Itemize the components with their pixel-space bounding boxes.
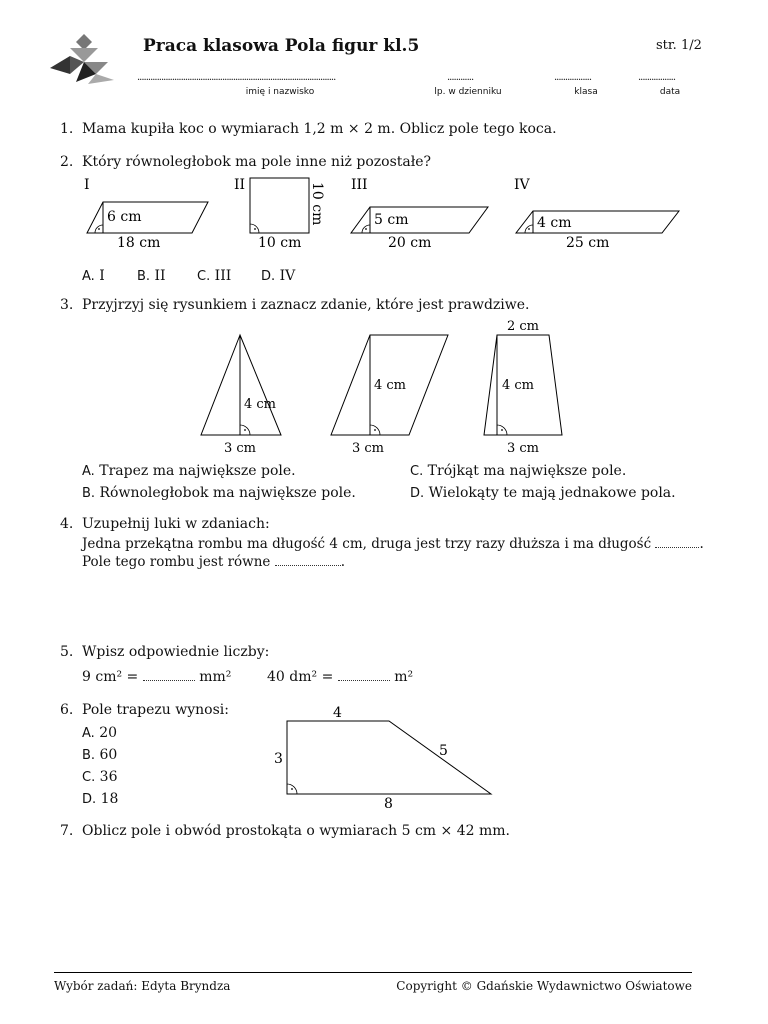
question-4: 4. Uzupełnij luki w zdaniach:: [60, 516, 270, 532]
trapezoid-left-side-label: 3: [274, 751, 283, 767]
q6-answer-a[interactable]: A. 20: [82, 725, 118, 741]
journal-number-field[interactable]: ............: [447, 72, 474, 83]
q3-answer-c[interactable]: C. Trójkąt ma największe pole.: [410, 463, 627, 479]
figure-II-label: II: [234, 177, 246, 193]
footer-copyright: Copyright © Gdańskie Wydawnictwo Oświatowe: [396, 979, 692, 993]
tangram-logo-icon: [48, 30, 118, 88]
figure-I-base-label: 18 cm: [117, 235, 161, 251]
parallelogram-base-label: 3 cm: [352, 441, 385, 456]
q6-answer-d[interactable]: D. 18: [82, 791, 119, 807]
page-title: Praca klasowa Pola figur kl.5: [143, 36, 420, 56]
triangle-height-label: 4 cm: [244, 397, 277, 412]
question-2-text: Który równoległobok ma pole inne niż pozostałe?: [82, 154, 432, 170]
question-5-text: Wpisz odpowiednie liczby:: [82, 644, 270, 660]
figure-II-height-label: 10 cm: [309, 182, 325, 226]
figure-IV-label: IV: [514, 177, 530, 193]
question-2: 2. Który równoległobok ma pole inne niż pozostałe?: [60, 154, 432, 170]
question-1: 1. Mama kupiła koc o wymiarach 1,2 m × 2 m. Oblicz pole tego koca.: [60, 121, 557, 137]
name-field-label: imię i nazwisko: [245, 87, 315, 97]
question-3-text: Przyjrzyj się rysunkiem i zaznacz zdanie, które jest prawdziwe.: [82, 297, 530, 313]
footer-divider: [54, 972, 692, 973]
question-1-text: Mama kupiła koc o wymiarach 1,2 m × 2 m. Oblicz pole tego koca.: [82, 121, 557, 137]
trapezoid-height-label: 4 cm: [502, 378, 535, 393]
trapezoid-top-label: 2 cm: [507, 319, 540, 334]
q6-trapezoid-figure: [260, 700, 510, 812]
q2-answer-a[interactable]: A. I: [82, 268, 105, 284]
triangle-base-label: 3 cm: [224, 441, 257, 456]
q3-answer-b[interactable]: B. Równoległobok ma największe pole.: [82, 485, 356, 501]
question-5: 5. Wpisz odpowiednie liczby:: [60, 644, 270, 660]
trapezoid-base-label: 3 cm: [507, 441, 540, 456]
q2-answer-b[interactable]: B. II: [137, 268, 166, 284]
q5-blank-1[interactable]: [143, 668, 195, 681]
class-field[interactable]: .................: [554, 72, 592, 83]
q6-answer-c[interactable]: C. 36: [82, 769, 118, 785]
trapezoid-slant-side-label: 5: [439, 743, 448, 759]
figure-II-base-label: 10 cm: [258, 235, 302, 251]
q2-answer-c[interactable]: C. III: [197, 268, 232, 284]
question-3: 3. Przyjrzyj się rysunkiem i zaznacz zdanie, które jest prawdziwe.: [60, 297, 530, 313]
figure-IV-height-label: 4 cm: [537, 215, 572, 231]
figure-III-label: III: [351, 177, 368, 193]
figure-IV-base-label: 25 cm: [566, 235, 610, 251]
name-field[interactable]: ...........................................................................................: [137, 72, 336, 83]
journal-field-label: lp. w dzienniku: [434, 87, 502, 97]
question-7-text: Oblicz pole i obwód prostokąta o wymiarach 5 cm × 42 mm.: [82, 823, 510, 839]
q3-answer-d[interactable]: D. Wielokąty te mają jednakowe pola.: [410, 485, 676, 501]
question-6: 6. Pole trapezu wynosi:: [60, 702, 229, 718]
date-field[interactable]: .................: [638, 72, 676, 83]
q2-parallelograms-figure: [0, 170, 768, 260]
figure-I-height-label: 6 cm: [107, 209, 142, 225]
date-field-label: data: [659, 87, 681, 97]
parallelogram-height-label: 4 cm: [374, 378, 407, 393]
question-4-text: Uzupełnij luki w zdaniach:: [82, 516, 270, 532]
figure-III-base-label: 20 cm: [388, 235, 432, 251]
q6-answer-b[interactable]: B. 60: [82, 747, 118, 763]
page-number: str. 1/2: [656, 38, 702, 53]
question-6-text: Pole trapezu wynosi:: [82, 702, 229, 718]
q5-blank-2[interactable]: [338, 668, 390, 681]
class-field-label: klasa: [574, 87, 598, 97]
figure-I-label: I: [84, 177, 90, 193]
q4-blank-2[interactable]: [275, 553, 341, 566]
q5-equation-2: 40 dm² = m²: [267, 669, 414, 685]
figure-III-height-label: 5 cm: [374, 212, 409, 228]
trapezoid-bottom-side-label: 8: [384, 796, 393, 812]
q2-answer-d[interactable]: D. IV: [261, 268, 296, 284]
question-7: 7. Oblicz pole i obwód prostokąta o wymiarach 5 cm × 42 mm.: [60, 823, 510, 839]
question-4-line-2: Pole tego rombu jest równe .: [82, 554, 345, 570]
q5-equation-1: 9 cm² = mm²: [82, 669, 232, 685]
q3-answer-a[interactable]: A. Trapez ma największe pole.: [82, 463, 296, 479]
trapezoid-top-side-label: 4: [333, 705, 342, 721]
q3-figures: [0, 315, 768, 460]
question-4-line-1: Jedna przekątna rombu ma długość 4 cm, druga jest trzy razy dłuższa i ma długość .: [82, 536, 704, 552]
footer-author: Wybór zadań: Edyta Bryndza: [54, 979, 231, 993]
q4-blank-1[interactable]: [655, 535, 699, 548]
